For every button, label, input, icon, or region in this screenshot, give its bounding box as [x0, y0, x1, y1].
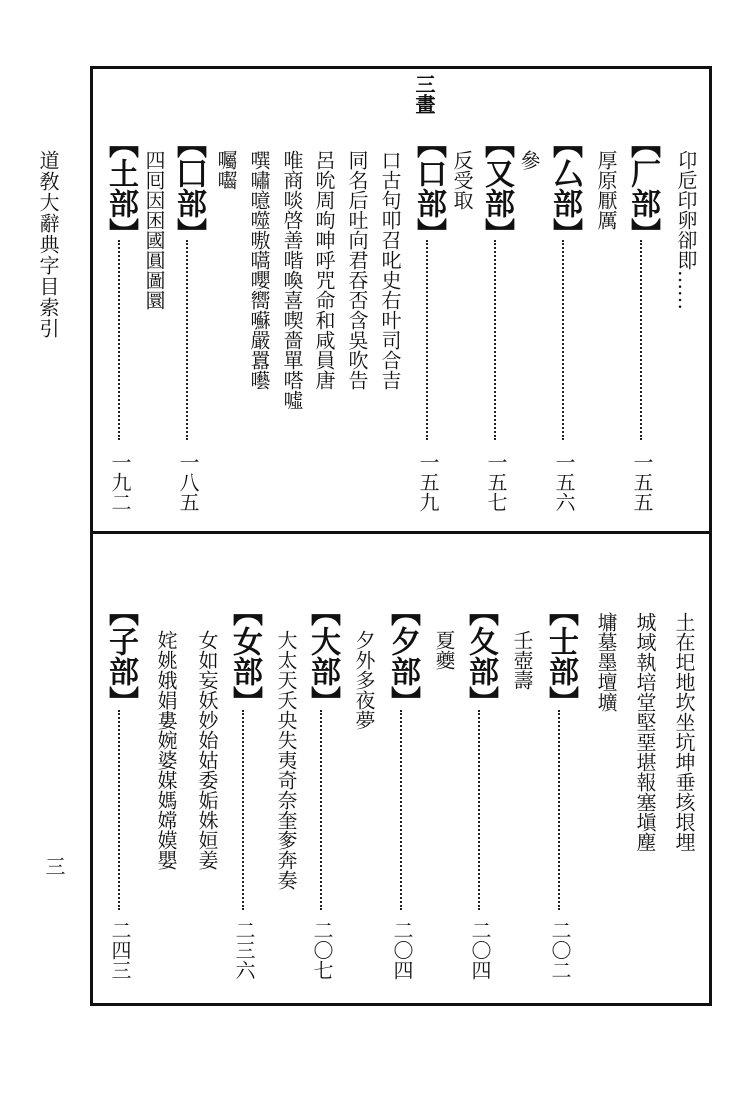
radical-header: 【又部】: [479, 128, 514, 248]
page-ref: 二〇七: [310, 920, 334, 980]
list-item: 參: [517, 150, 541, 170]
radical-header: 【女部】: [227, 596, 262, 716]
running-title: 道敎大辭典字目索引: [36, 150, 60, 339]
list-item: 土在圯地坎坐坑坤垂垓垠埋: [672, 612, 696, 852]
page-ref: 二〇四: [468, 920, 492, 980]
radical-header: 【囗部】: [171, 128, 206, 248]
panel-divider: [90, 531, 712, 534]
radical-header: 【大部】: [305, 596, 340, 716]
leader-dots: [558, 710, 560, 910]
list-item: 夏夔: [432, 630, 456, 670]
list-item: 同名后吐向君吞否含吳吹告: [345, 150, 369, 390]
page-ref: 一五七: [484, 452, 508, 512]
page-ref: 一五五: [630, 452, 654, 512]
radical-header: 【口部】: [411, 128, 446, 248]
list-item: 口古句叩召叱史右叶司合吉: [378, 150, 402, 390]
radical-header: 【士部】: [543, 596, 578, 716]
radical-header: 【子部】: [103, 596, 138, 716]
radical-header: 【夕部】: [385, 596, 420, 716]
radical-header: 【厶部】: [547, 128, 582, 248]
leader-dots: [400, 710, 402, 910]
page-ref: 二〇二: [548, 920, 572, 980]
list-item: 厚原厭厲: [594, 150, 618, 230]
list-item: 四囘因困國圓圖圜: [142, 150, 166, 310]
leader-dots: [118, 240, 120, 440]
leader-dots: [478, 710, 480, 910]
stroke-count-heading: 三畫: [412, 74, 436, 114]
radical-header: 【夂部】: [463, 596, 498, 716]
radical-header: 【土部】: [103, 128, 138, 248]
page-ref: 二〇四: [390, 920, 414, 980]
page-number: 三: [42, 856, 66, 876]
list-item: 呂吮周呴呻呼咒命和咸員唐: [312, 150, 336, 390]
radical-header: 【厂部】: [625, 128, 660, 248]
leader-dots: [186, 240, 188, 440]
leader-dots: [320, 710, 322, 910]
leader-dots: [562, 240, 564, 440]
page-ref: 一八五: [176, 452, 200, 512]
page-ref: 一五六: [552, 452, 576, 512]
leader-dots: [426, 240, 428, 440]
list-item: 墉墓墨壇壙: [594, 612, 618, 712]
page-ref: 一九二: [108, 452, 132, 512]
list-item: 囑囓: [214, 150, 238, 190]
list-item: 女如妄妖妙始姑委姤姝姮姜: [195, 630, 219, 870]
list-item: 卬卮印卵卻即……: [674, 150, 698, 310]
leader-dots: [640, 240, 642, 440]
leader-dots: [242, 710, 244, 910]
list-item: 姹姚娥娟婁婉婆媒媽嫦嫫嬰: [154, 630, 178, 870]
list-item: 唯商啖啓善喈喚喜喫嗇單嗒噓: [280, 150, 304, 410]
page-ref: 一五九: [416, 452, 440, 512]
list-item: 夕外多夜夢: [352, 630, 376, 730]
list-item: 壬壺壽: [510, 630, 534, 690]
list-item: 城域執培堂堅堊堪報塞塡塵: [633, 612, 657, 852]
list-item: 噀嘯噫噬嗷嚆嚶嚮囌嚴囂囈: [247, 150, 271, 390]
page-ref: 二三六: [232, 920, 256, 980]
list-item: 大太天夭央失夷奇奈奎奓奔奏: [274, 630, 298, 890]
list-item: 反受取: [450, 150, 474, 210]
leader-dots: [118, 710, 120, 910]
page-ref: 二四三: [108, 920, 132, 980]
leader-dots: [494, 240, 496, 440]
